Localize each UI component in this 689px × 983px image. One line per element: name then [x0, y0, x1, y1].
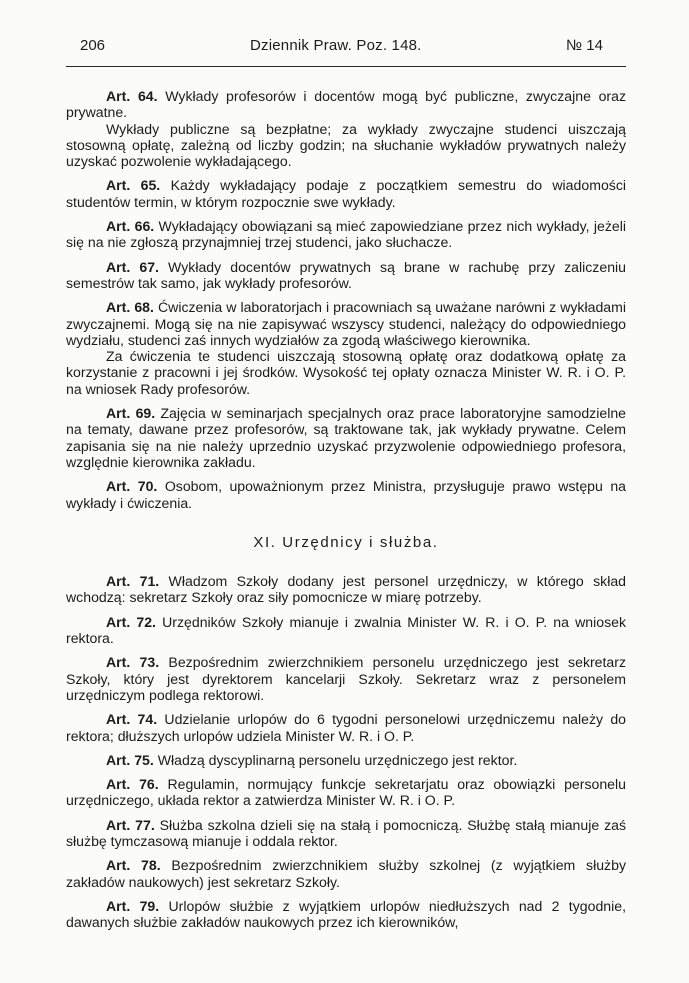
article-paragraph: [66, 654, 626, 703]
article-text: Wykłady profesorów i docentów mogą być publiczne, zwyczajne oraz prywatne.: [66, 88, 627, 121]
body-text: [66, 88, 626, 930]
article-number: Art. 74.: [106, 711, 158, 728]
article-paragraph: [66, 405, 626, 470]
article-number: Art. 78.: [106, 857, 161, 874]
article-paragraph: [66, 121, 626, 170]
article-paragraph: [66, 348, 626, 397]
article-paragraph: [66, 614, 626, 647]
article-paragraph: [66, 218, 626, 251]
article-paragraph: [66, 573, 626, 606]
header-rule: [66, 66, 626, 67]
issue-number: № 14: [566, 37, 603, 54]
article-text: Wykłady docentów prywatnych są brane w rachubę przy zaliczeniu semestrów tak samo, jak wykłady profesorów.: [66, 258, 627, 291]
article-text: Każdy wykładający podaje z początkiem semestru do wiadomości studentów termin, w którym rozpocznie swe wykłady.: [66, 177, 627, 210]
article-number: Art. 73.: [106, 654, 160, 671]
article-paragraph: [66, 776, 626, 809]
article-number: Art. 69.: [106, 405, 156, 422]
article-text: Udzielanie urlopów do 6 tygodni personelowi urzędniczemu należy do rektora; dłuższych urlopów udziela Minister W. R. i O. P.: [66, 711, 626, 744]
article-text: Władzom Szkoły dodany jest personel urzędniczy, w którego skład wchodzą: sekretarz Szkoły oraz siły pomocnicze w miarę potrzeby.: [66, 573, 626, 606]
section-title: XI. Urzędnicy i służba.: [253, 533, 439, 551]
article-number: Art. 79.: [106, 897, 160, 914]
article-number: Art. 71.: [106, 573, 160, 590]
article-paragraph: [66, 817, 626, 850]
article-number: Art. 66.: [106, 218, 155, 235]
article-number: Art. 67.: [106, 258, 159, 275]
article-paragraph: [66, 857, 626, 890]
article-number: Art. 65.: [106, 177, 161, 194]
page-number: 206: [80, 37, 106, 54]
article-text: Za ćwiczenia te studenci uiszczają stosowną opłatę oraz dodatkową opłatę za korzystanie z pracowni i jej środków. Wysokość tej opłaty oznacza Minister W. R. i O. P. na wniosek Rady profesorów.: [66, 348, 626, 397]
article-text: Władzą dyscyplinarną personelu urzędniczego jest rektor.: [157, 751, 518, 768]
article-paragraph: [66, 898, 626, 931]
article-paragraph: [66, 752, 626, 768]
article-text: Bezpośrednim zwierzchnikiem personelu urzędniczego jest sekretarz Szkoły, który jest dyrektorem kancelarji Szkoły. Sekretarz wraz z personelem urzędniczym podlega rektorowi.: [66, 654, 627, 703]
page-header: [66, 37, 626, 59]
article-number: Art. 75.: [106, 751, 154, 768]
article-text: Zajęcia w seminarjach specjalnych oraz prace laboratoryjne samodzielne na tematy, dawane przez profesorów, są traktowane tak, jak wykłady prywatne. Celem zapisania się na nie należy uprzednio uzyskać przyzwolenie odpowiedniego profesora, względnie kierownika zakładu.: [66, 405, 626, 470]
article-text: Regulamin, normujący funkcje sekretarjatu oraz obowiązki personelu urzędniczego, układa rektor a zatwierdza Minister W. R. i O. P.: [66, 776, 626, 809]
article-text: Osobom, upoważnionym przez Ministra, przysługuje prawo wstępu na wykłady i ćwiczenia.: [66, 478, 626, 511]
article-text: Wykładający obowiązani są mieć zapowiedziane przez nich wykłady, jeżeli się na nie zgłoszą przynajmniej trzej studenci, jako słuchacze.: [66, 218, 627, 251]
journal-title: Dziennik Praw. Poz. 148.: [250, 37, 422, 54]
article-text: Wykłady publiczne są bezpłatne; za wykłady zwyczajne studenci uiszczają stosowną opłatę, zależną od liczby godzin; na słuchanie wykładów prywatnych należy uzyskać pozwolenie wykładającego.: [66, 120, 626, 170]
article-paragraph: [66, 711, 626, 744]
article-number: Art. 77.: [106, 816, 155, 833]
article-text: Urlopów służbie z wyjątkiem urlopów niedłuższych nad 2 tygodnie, dawanych służbie zakładów naukowych przez ich kierowników,: [66, 897, 626, 931]
articles-after: [66, 573, 626, 930]
article-paragraph: [66, 478, 626, 511]
article-paragraph: [66, 177, 626, 210]
article-paragraph: [66, 259, 626, 292]
article-number: Art. 70.: [106, 478, 158, 495]
article-number: Art. 72.: [106, 613, 156, 630]
article-text: Służba szkolna dzieli się na stałą i pomocniczą. Służbę stałą mianuje zaś służbę tymczasową mianuje i oddala rektor.: [66, 816, 627, 849]
article-number: Art. 64.: [106, 88, 158, 104]
article-text: Bezpośrednim zwierzchnikiem służby szkolnej (z wyjątkiem służby zakładów naukowych) jest sekretarz Szkoły.: [66, 857, 626, 890]
article-text: Ćwiczenia w laboratorjach i pracowniach są uważane narówni z wykładami zwyczajnemi. Mogą się na nie zapisywać wszyscy studenci, należący do odpowiedniego wydziału, studenci zaś innych wydziałów za zgodą właściwego kierownika.: [66, 299, 626, 348]
article-paragraph: [66, 299, 626, 348]
article-number: Art. 68.: [106, 299, 154, 316]
article-text: Urzędników Szkoły mianuje i zwalnia Minister W. R. i O. P. na wniosek rektora.: [66, 613, 626, 647]
article-paragraph: [66, 88, 626, 121]
articles-before: [66, 88, 626, 511]
article-number: Art. 76.: [106, 776, 159, 793]
